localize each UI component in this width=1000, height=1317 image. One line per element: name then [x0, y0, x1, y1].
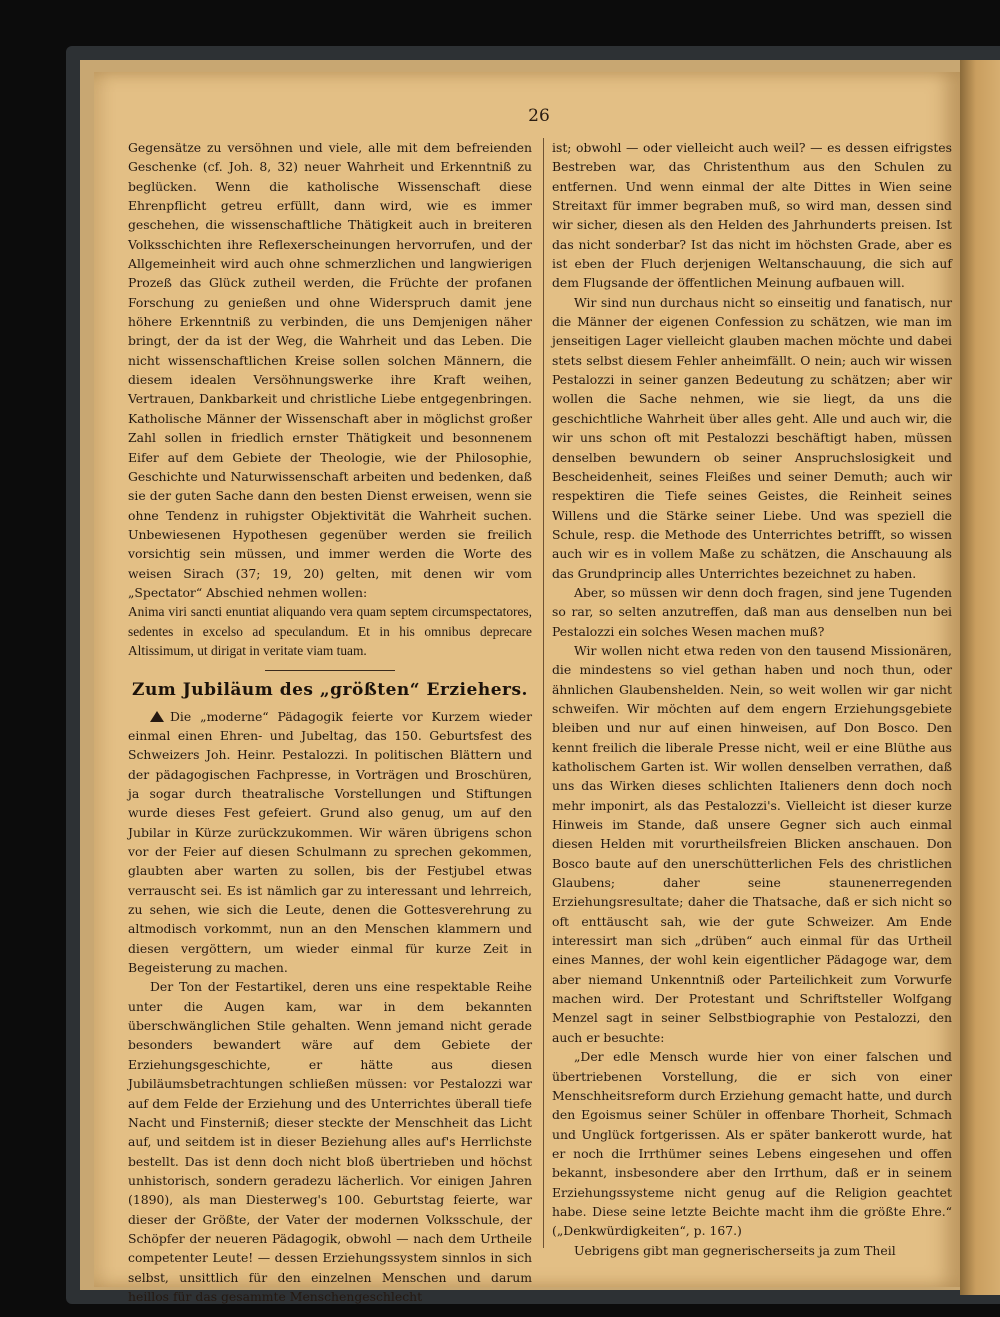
- article-heading: Zum Jubiläum des „größten“ Erziehers.: [132, 680, 528, 701]
- right-paragraph: Uebrigens gibt man gegnerischerseits ja zum Theil: [574, 1242, 896, 1258]
- triangle-marker-icon: [150, 711, 164, 722]
- left-column: [128, 138, 532, 1306]
- section-paragraph-text: Die „moderne“ Pädagogik feierte vor Kurzem wieder einmal einen Ehren- und Jubeltag, das 150. Geburtsfest des Schweizers Joh. Heinr. Pestalozzi. In politischen Blättern und der pädagogischen Fachpresse, in Vorträgen und Broschüren, ja sogar durch theatralische Vorstellungen und Stiftungen wurde dieses Fest gefeiert. Grund also genug, um auf den Jubilar in Kürze zurückzukommen. Wir wären übrigens schon vor der Feier auf diesen Schulmann zu sprechen gekommen, glaubten aber warten zu sollen, bis der Festjubel etwas verrauscht sei. Es ist nämlich gar zu interessant und lehrreich, zu sehen, wie sich die Leute, denen die Gottesverehrung zu altmodisch vorkommt, nun an den Menschen klammern und diesen vergöttern, um wieder einmal für kurze Zeit in Begeisterung zu machen.: [128, 708, 532, 976]
- latin-quote: Anima viri sancti enuntiat aliquando vera quam septem circumspectatores, sedentes in excelso ad speculandum. Et in his omnibus deprecare Altissimum, ut dirigat in veritate viam tuam.: [128, 604, 532, 658]
- right-paragraph: Wir wollen nicht etwa reden von den tausend Missionären, die mindestens so viel gethan haben und noch thun, oder ähnlichen Glaubenshelden. Nein, so weit wollen wir gar nicht schweifen. Wir möchten auf dem engern Erziehungsgebiete bleiben und nur auf einen hinweisen, auf Don Bosco. Den kennt freilich die liberale Presse nicht, weil er eine Blüthe aus katholischem Garten ist. Wir wollen denselben verrathen, daß uns das Wirken dieses schlichten Italieners denn doch noch mehr imponirt, als das Pestalozzi's. Vielleicht ist dieser kurze Hinweis im Stande, daß unsere Gegner sich auch einmal diesen Helden mit vorurtheilsfreien Blicken anschauen. Don Bosco baute auf den unerschütterlichen Fels des christlichen Glaubens; daher seine staunenerregenden Erziehungsresultate; daher die Thatsache, daß er sich nicht so oft enttäuscht sah, wie der gute Schweizer. Am Ende interessirt man sich „drüben“ auch einmal für das Urtheil eines Mannes, der wohl kein eigentlicher Pädagoge war, dem aber niemand Unkenntniß oder Parteilichkeit zum Vorwurfe machen wird. Der Protestant und Schriftsteller Wolfgang Menzel sagt in seiner Selbstbiographie von Pestalozzi, den auch er besuchte:: [552, 642, 952, 1045]
- menzel-quote: „Der edle Mensch wurde hier von einer falschen und übertriebenen Vorstellung, die er sich von einer Menschheitsreform durch Erziehung gemacht hatte, und durch den Egoismus seiner Schüler in offenbare Thorheit, Schmach und Unglück fortgerissen. Als er später bankerott wurde, hat er noch die Irrthümer seines Lebens eingesehen und offen bekannt, insbesondere aber den Irrthum, daß er in seinem Erziehungssysteme nicht genug auf die Religion geachtet habe. Diese seine letzte Beichte macht ihm die größte Ehre.“ („Denkwürdigkeiten“, p. 167.): [552, 1049, 952, 1239]
- column-divider: [543, 138, 544, 1248]
- right-column: [552, 138, 952, 1260]
- page-number: 26: [528, 106, 550, 126]
- section-divider: [265, 670, 395, 671]
- book-page: [94, 72, 960, 1304]
- section-paragraph: [128, 707, 532, 978]
- section-paragraph: Der Ton der Festartikel, deren uns eine respektable Reihe unter die Augen kam, war in dem bekannten überschwänglichen Stile gehalten. Wenn jemand nicht gerade besonders bewandert wäre auf dem Gebiete der Erziehungsgeschichte, er hätte aus diesen Jubiläumsbetrachtungen schließen müssen: vor Pestalozzi war auf dem Felde der Erziehung und des Unterrichtes überall tiefe Nacht und Finsterniß; dieser steckte der Menschheit das Licht auf, und seitdem ist in dieser Beziehung alles auf's Herrlichste bestellt. Das ist denn doch nicht bloß übertrieben und höchst unhistorisch, sondern geradezu lächerlich. Vor einigen Jahren (1890), als man Diesterweg's 100. Geburtstag feierte, war dieser der Größte, der Vater der modernen Volksschule, der Schöpfer der neueren Pädagogik, obwohl — nach dem Urtheile competenter Leute! — dessen Erziehungssystem sinnlos in sich selbst, unsittlich für den einzelnen Menschen und darum heillos für das gesammte Menschengeschlecht: [128, 979, 532, 1304]
- left-paragraph: Gegensätze zu versöhnen und viele, alle mit dem befreienden Geschenke (cf. Joh. 8, 32) neuer Wahrheit und Erkenntniß zu beglücken. Wenn die katholische Wissenschaft diese Ehrenpflicht getreu erfüllt, dann wird, wie es immer geschehen, die wissenschaftliche Thätigkeit auch in breiteren Volksschichten ihre Reflexerscheinungen hervorrufen, und der Allgemeinheit wird auch ohne schmerzlichen und langwierigen Prozeß das Glück zutheil werden, die Früchte der profanen Forschung zu genießen und ohne Widerspruch damit jene höhere Erkenntniß zu verbinden, die uns Demjenigen näher bringt, der da ist der Weg, die Wahrheit und das Leben. Die nicht wissenschaftlichen Kreise sollen solchen Männern, die diesem idealen Versöhnungswerke ihre Kraft weihen, Vertrauen, Dankbarkeit und christliche Liebe entgegenbringen. Katholische Männer der Wissenschaft aber in möglichst großer Zahl sollen in friedlich ernster Thätigkeit und besonnenem Eifer auf dem Gebiete der Theologie, wie der Philosophie, Geschichte und Naturwissenschaft arbeiten und bedenken, daß sie der guten Sache dann den besten Dienst erweisen, wenn sie ohne Tendenz in ruhigster Objektivität die Wahrheit suchen. Unbewiesenen Hypothesen gegenüber werden sie freilich vorsichtig sein müssen, und immer werden die Worte des weisen Sirach (37; 19, 20) gelten, mit denen wir vom „Spectator“ Abschied nehmen wollen:: [128, 140, 532, 600]
- right-paragraph: Wir sind nun durchaus nicht so einseitig und fanatisch, nur die Männer der eigenen Confession zu schätzen, wie man im jenseitigen Lager vielleicht glauben machen möchte und dabei stets selbst diesem Fehler anheimfällt. O nein; auch wir wissen Pestalozzi in seiner ganzen Bedeutung zu schätzen; aber wir wollen die Sache nehmen, wie sie liegt, da uns die geschichtliche Wahrheit über alles geht. Alle und auch wir, die wir uns schon oft mit Pestalozzi beschäftigt haben, müssen denselben bewundern ob seiner Anspruchslosigkeit und Bescheidenheit, seines Fleißes und seiner Demuth; auch wir respektiren die Tiefe seines Geistes, die Reinheit seines Willens und die Stärke seiner Liebe. Und was speziell die Schule, resp. die Methode des Unterrichtes betrifft, so wissen auch wir es in vollem Maße zu schätzen, die Anschauung als das Grundprincip alles Unterrichtes bezeichnet zu haben.: [552, 294, 952, 581]
- right-paragraph: Aber, so müssen wir denn doch fragen, sind jene Tugenden so rar, so selten anzutreffen, daß man aus denselben nun bei Pestalozzi ein solches Wesen machen muß?: [552, 584, 952, 639]
- book-gutter: [960, 60, 1000, 1295]
- right-paragraph: ist; obwohl — oder vielleicht auch weil? — es dessen eifrigstes Bestreben war, das Christenthum aus den Schulen zu entfernen. Und wenn einmal der alte Dittes in Wien seine Streitaxt für immer begraben muß, so wird man, dessen sind wir sicher, diesen als den Helden des Jahrhunderts preisen. Ist das nicht sonderbar? Ist das nicht im höchsten Grade, aber es ist eben der Fluch derjenigen Weltanschauung, die sich auf dem Flugsande der öffentlichen Meinung aufbauen will.: [552, 140, 952, 291]
